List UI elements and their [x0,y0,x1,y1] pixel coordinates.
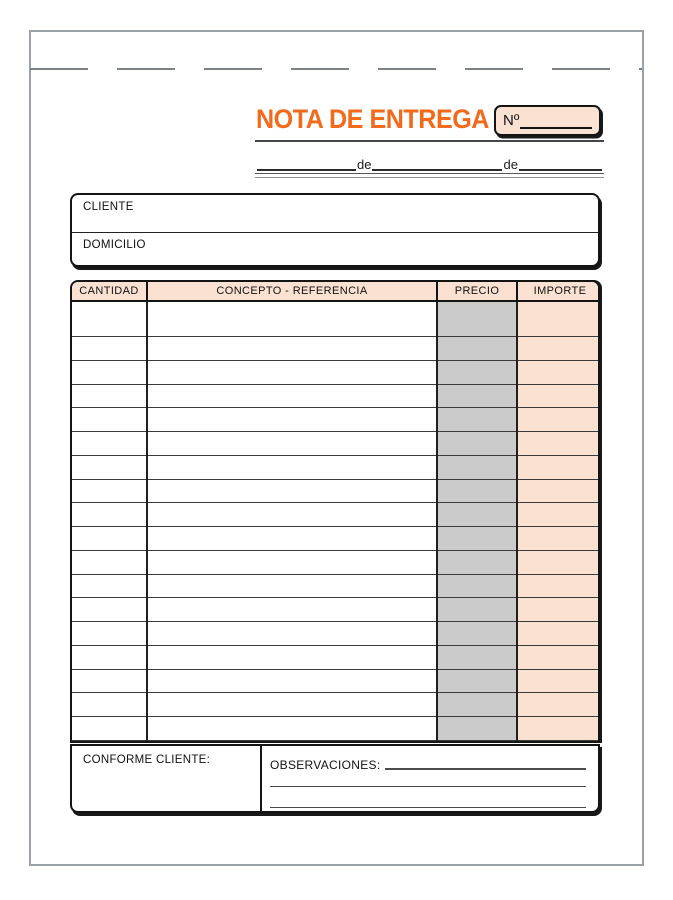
number-blank-line [520,119,592,129]
item-cell-cantidad [72,408,147,432]
items-table-grid [72,282,600,741]
item-cell-concepto [147,717,437,741]
date-line [257,156,602,171]
item-cell-concepto [147,455,437,479]
item-cell-cantidad [72,301,147,337]
item-cell-precio [437,432,517,456]
item-row [72,527,600,551]
item-cell-importe [517,479,600,503]
item-cell-cantidad [72,337,147,361]
item-cell-precio [437,408,517,432]
item-cell-cantidad [72,503,147,527]
item-cell-concepto [147,360,437,384]
item-cell-cantidad [72,669,147,693]
item-cell-cantidad [72,455,147,479]
item-cell-concepto [147,384,437,408]
item-row [72,455,600,479]
item-row [72,360,600,384]
item-cell-importe [517,717,600,741]
client-name-row [72,195,598,233]
form-title: NOTA DE ENTREGA [256,104,489,134]
footer-box [70,744,600,813]
item-cell-concepto [147,693,437,717]
number-label: Nº [503,112,520,129]
item-cell-cantidad [72,527,147,551]
observations-cell [262,746,598,811]
item-cell-precio [437,598,517,622]
item-cell-concepto [147,598,437,622]
item-cell-cantidad [72,479,147,503]
item-cell-precio [437,360,517,384]
item-row [72,622,600,646]
item-cell-importe [517,432,600,456]
item-cell-cantidad [72,360,147,384]
item-cell-precio [437,717,517,741]
address-label: DOMICILIO [83,239,146,251]
item-row [72,384,600,408]
item-cell-importe [517,574,600,598]
item-cell-importe [517,337,600,361]
item-cell-cantidad [72,384,147,408]
items-header-row [72,282,600,301]
item-row [72,301,600,337]
item-cell-precio [437,479,517,503]
item-cell-importe [517,693,600,717]
col-header-precio: PRECIO [437,282,517,301]
item-cell-concepto [147,408,437,432]
items-table [70,280,600,743]
item-row [72,550,600,574]
item-cell-precio [437,384,517,408]
col-header-cantidad: CANTIDAD [72,282,147,301]
client-box [70,193,600,267]
item-cell-importe [517,598,600,622]
client-label: CLIENTE [83,201,134,213]
item-cell-importe [517,527,600,551]
col-header-concepto: CONCEPTO - REFERENCIA [147,282,437,301]
observations-blank-line-2 [270,772,586,787]
date-blank-year [519,156,602,171]
conforme-label: CONFORME CLIENTE: [83,754,211,766]
item-cell-cantidad [72,574,147,598]
item-cell-importe [517,455,600,479]
item-cell-importe [517,384,600,408]
item-row [72,503,600,527]
item-cell-importe [517,645,600,669]
item-row [72,479,600,503]
item-cell-precio [437,622,517,646]
item-cell-cantidad [72,717,147,741]
item-cell-concepto [147,622,437,646]
item-cell-precio [437,503,517,527]
item-cell-importe [517,550,600,574]
col-header-importe: IMPORTE [517,282,600,301]
item-cell-importe [517,622,600,646]
item-cell-concepto [147,479,437,503]
item-cell-concepto [147,337,437,361]
item-cell-precio [437,693,517,717]
perforation-line [30,68,642,70]
item-cell-precio [437,301,517,337]
item-cell-cantidad [72,693,147,717]
observations-blank-line-1 [385,760,586,770]
item-row [72,693,600,717]
date-blank-month [372,156,502,171]
date-separator-2: de [503,157,518,172]
date-blank-day [257,156,356,171]
item-row [72,574,600,598]
item-cell-concepto [147,645,437,669]
item-cell-cantidad [72,550,147,574]
item-cell-precio [437,550,517,574]
item-row [72,717,600,741]
item-cell-precio [437,337,517,361]
item-cell-concepto [147,669,437,693]
observations-header [270,758,586,772]
title-rule [255,140,604,142]
item-cell-cantidad [72,598,147,622]
item-cell-importe [517,503,600,527]
item-cell-cantidad [72,432,147,456]
item-cell-cantidad [72,622,147,646]
item-cell-precio [437,574,517,598]
number-box [494,105,601,136]
item-row [72,669,600,693]
item-cell-cantidad [72,645,147,669]
item-cell-precio [437,669,517,693]
observations-label: OBSERVACIONES: [270,758,381,772]
item-cell-precio [437,527,517,551]
date-double-rule [255,173,604,178]
item-cell-precio [437,645,517,669]
item-cell-importe [517,360,600,384]
item-cell-concepto [147,550,437,574]
item-row [72,408,600,432]
observations-blank-line-3 [270,787,586,808]
item-cell-importe [517,301,600,337]
item-cell-importe [517,669,600,693]
client-address-row [72,233,598,251]
item-row [72,337,600,361]
date-separator-1: de [357,157,372,172]
item-row [72,598,600,622]
item-cell-concepto [147,432,437,456]
item-cell-importe [517,408,600,432]
item-cell-concepto [147,574,437,598]
item-row [72,432,600,456]
item-cell-precio [437,455,517,479]
item-cell-concepto [147,503,437,527]
item-cell-concepto [147,301,437,337]
conforme-cell [72,746,262,811]
item-cell-concepto [147,527,437,551]
item-row [72,645,600,669]
